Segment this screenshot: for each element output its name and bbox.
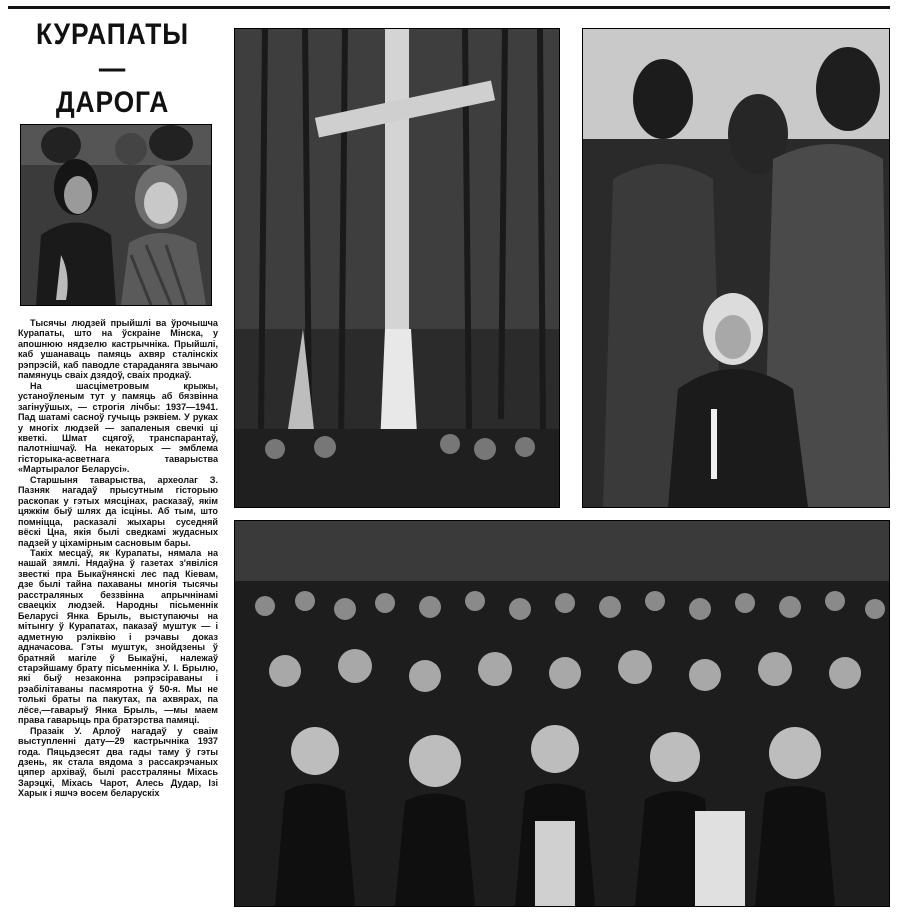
photo-crowd-gathering <box>234 520 890 907</box>
photo-cross-in-forest <box>234 28 560 508</box>
photo-child-with-candle <box>582 28 890 508</box>
photo-mourning-women <box>20 124 212 306</box>
article-paragraph: На шасціметровым крыжы, устаноўленым тут у памяць аб бязвінна загінуўшых, — строгія лічбы: 1937—1941. Пад шатамі сасноў гучыць рэквіем. У руках у многіх людзей — запаленыя свечкі ці кветкі. Шмат сцягоў, транспарантаў, палотнішчаў. На некаторых — эмблема гісторыка-асветнага таварыства «Мартыралог Беларусі». <box>18 380 218 475</box>
headline-line-1: КУРАПАТЫ — <box>36 18 189 85</box>
article-paragraph: Старшыня таварыства, археолаг З. Пазняк нагадаў прысутным гісторыю раскопак у гэтых мясцінах, расказаў, якім цяжкім быў шлях да ісціны. Аб тым, што помніцца, расказалі жыхары суседняй вёскі Цна, якія былі сведкамі жудасных падзей у ціхамірным сасновым бары. <box>18 474 218 548</box>
article-body <box>18 318 218 917</box>
headline-line-2: ДАРОГА <box>55 86 170 119</box>
article-paragraph: Тысячы людзей прыйшлі ва ўрочышча Курапаты, што на ўскраіне Мінска, у апошнюю нядзелю кастрычніка. Прыйшлі, каб ушанаваць памяць ахвяр сталінскіх рэпрэсій, каб паводле стараданяга звычаю памянуць сваіх дзядоў, сваіх продкаў. <box>18 318 218 381</box>
article-paragraph: Такіх месцаў, як Курапаты, нямала на нашай зямлі. Нядаўна ў газетах з'явіліся звесткі пра Быкаўнянскі лес пад Кіевам, дзе былі тайна пахаваны многія тысячы расстраляных беззвінна апрычнінамі сваецкіх людзей. Народны пісьменнік Беларусі Янка Брыль, выступаючы на мітынгу ў Курапатах, паказаў муштук — і адметную рэліквію і рэчавы доказ адначасова. Гэты муштук, знойдзены ў братняй магіле ў Быкаўні, належаў старэйшаму брату пісьменніка У. І. Брылю, які быў незаконна рэпрэсіраваны і рэабілітаваны пасмяротна ў 50-я. Мы не толькі браты па пакутах, па ахвярах, па лёсе,—гаварыў Янка Брыль, —мы маем права гаварыць пра братэрства памяці. <box>18 547 218 726</box>
article-paragraph: Празаік У. Арлоў нагадаў у сваім выступленні дату—29 кастрычніка 1937 года. Пяцьдзесят два гады таму ў гэты дзень, як стала вядома з рассакрэчаных цяпер архіваў, былі расстраляны Міхась Зарэцкі, Міхась Чарот, Алесь Дудар, Ізі Харык і яшчэ восем беларускіх <box>18 725 218 799</box>
top-rule <box>8 6 890 9</box>
